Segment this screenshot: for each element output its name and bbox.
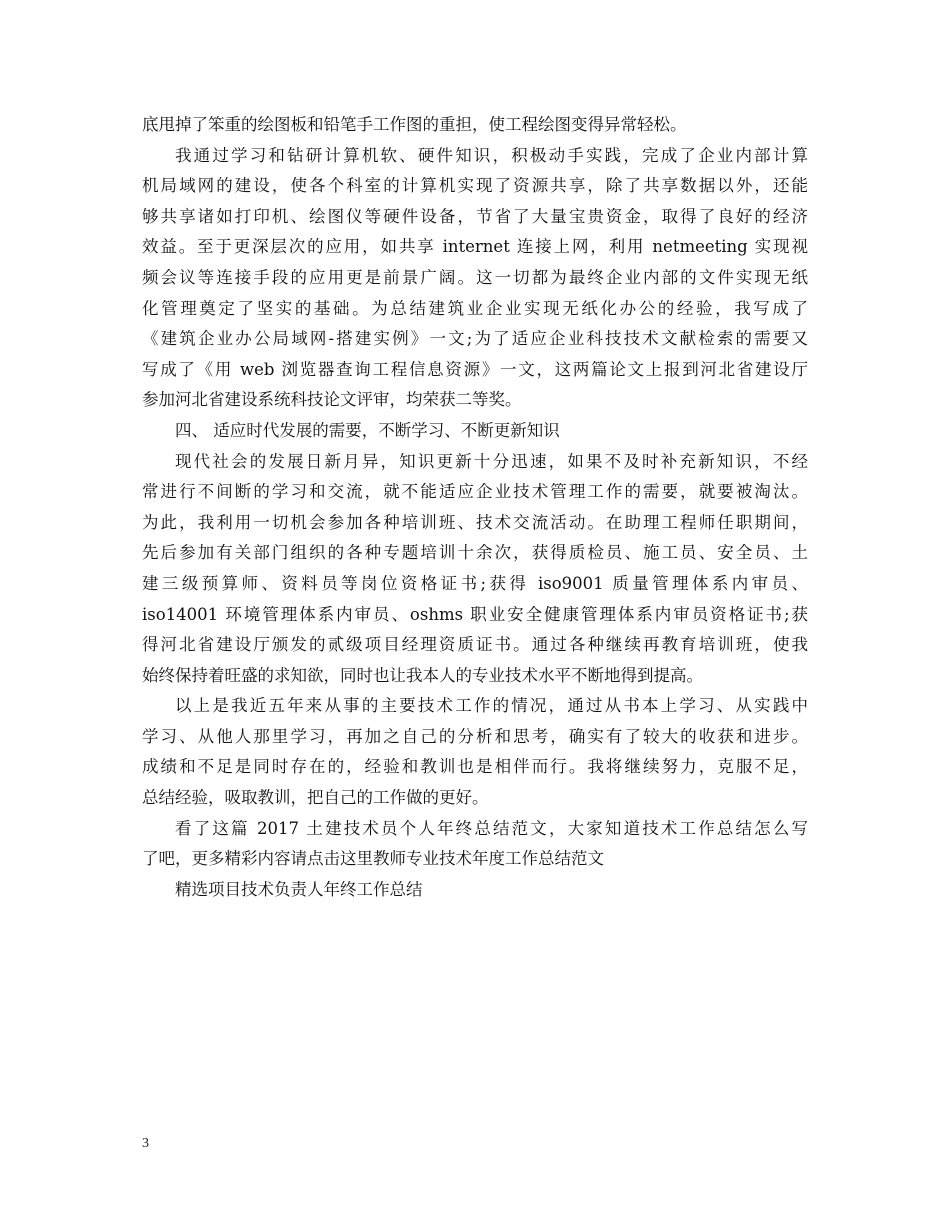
text-line: 底甩掉了笨重的绘图板和铅笔手工作图的重担，使工程绘图变得异常轻松。 (142, 115, 687, 134)
text-line: 为此，我利用一切机会参加各种培训班、技术交流活动。在助理工程师任职期间， (142, 512, 808, 532)
text-line: 化管理奠定了坚实的基础。为总结建筑业企业实现无纸化办公的经验，我写成了 (142, 298, 808, 318)
text-line: 够共享诸如打印机、绘图仪等硬件设备，节省了大量宝贵资金，取得了良好的经济 (142, 206, 808, 226)
section-heading: 四、 适应时代发展的需要，不断学习、不断更新知识 (175, 420, 560, 440)
text-line: 参加河北省建设系统科技论文评审，均荣获二等奖。 (142, 390, 522, 410)
paragraph-start-line: 以上是我近五年来从事的主要技术工作的情况，通过从书本上学习、从实践中 (175, 696, 808, 716)
text-line: 得河北省建设厅颁发的贰级项目经理资质证书。通过各种继续再教育培训班，使我 (142, 635, 808, 655)
text-line: 频会议等连接手段的应用更是前景广阔。这一切都为最终企业内部的文件实现无纸 (142, 267, 808, 287)
text-line: 学习、从他人那里学习，再加之自己的分析和思考，确实有了较大的收获和进步。 (142, 726, 808, 746)
text-line: iso14001 环境管理体系内审员、oshms 职业安全健康管理体系内审员资格证书;获 (142, 604, 808, 624)
text-line: 了吧，更多精彩内容请点击这里教师专业技术年度工作总结范文 (142, 849, 604, 869)
text-line: 《建筑企业办公局域网-搭建实例》一文;为了适应企业科技技术文献检索的需要又 (142, 329, 808, 349)
text-line: 始终保持着旺盛的求知欲，同时也让我本人的专业技术水平不断地得到提高。 (142, 665, 703, 685)
text-line: 机局域网的建设，使各个科室的计算机实现了资源共享，除了共享数据以外，还能 (142, 176, 808, 196)
related-article-line: 精选项目技术负责人年终工作总结 (175, 879, 423, 899)
paragraph-start-line: 现代社会的发展日新月异，知识更新十分迅速，如果不及时补充新知识，不经 (175, 451, 808, 471)
text-line: 写成了《用 web 浏览器查询工程信息资源》一文，这两篇论文上报到河北省建设厅 (142, 359, 808, 379)
page-number: 3 (142, 1136, 149, 1151)
text-line: 常进行不间断的学习和交流，就不能适应企业技术管理工作的需要，就要被淘汰。 (142, 482, 808, 502)
text-line: 效益。至于更深层次的应用，如共享 internet 连接上网，利用 netmeeting 实现视 (142, 237, 808, 257)
text-line: 建三级预算师、资料员等岗位资格证书;获得 iso9001 质量管理体系内审员、 (142, 573, 808, 593)
text-line: 成绩和不足是同时存在的，经验和教训也是相伴而行。我将继续努力，克服不足， (142, 757, 808, 777)
document-body (142, 110, 808, 905)
paragraph-start-line: 看了这篇 2017 土建技术员个人年终总结范文，大家知道技术工作总结怎么写 (175, 818, 808, 838)
text-line: 总结经验，吸取教训，把自己的工作做的更好。 (142, 788, 489, 808)
paragraph-start-line: 我通过学习和钻研计算机软、硬件知识，积极动手实践，完成了企业内部计算 (175, 145, 808, 165)
text-line: 先后参加有关部门组织的各种专题培训十余次，获得质检员、施工员、安全员、土 (142, 543, 808, 563)
